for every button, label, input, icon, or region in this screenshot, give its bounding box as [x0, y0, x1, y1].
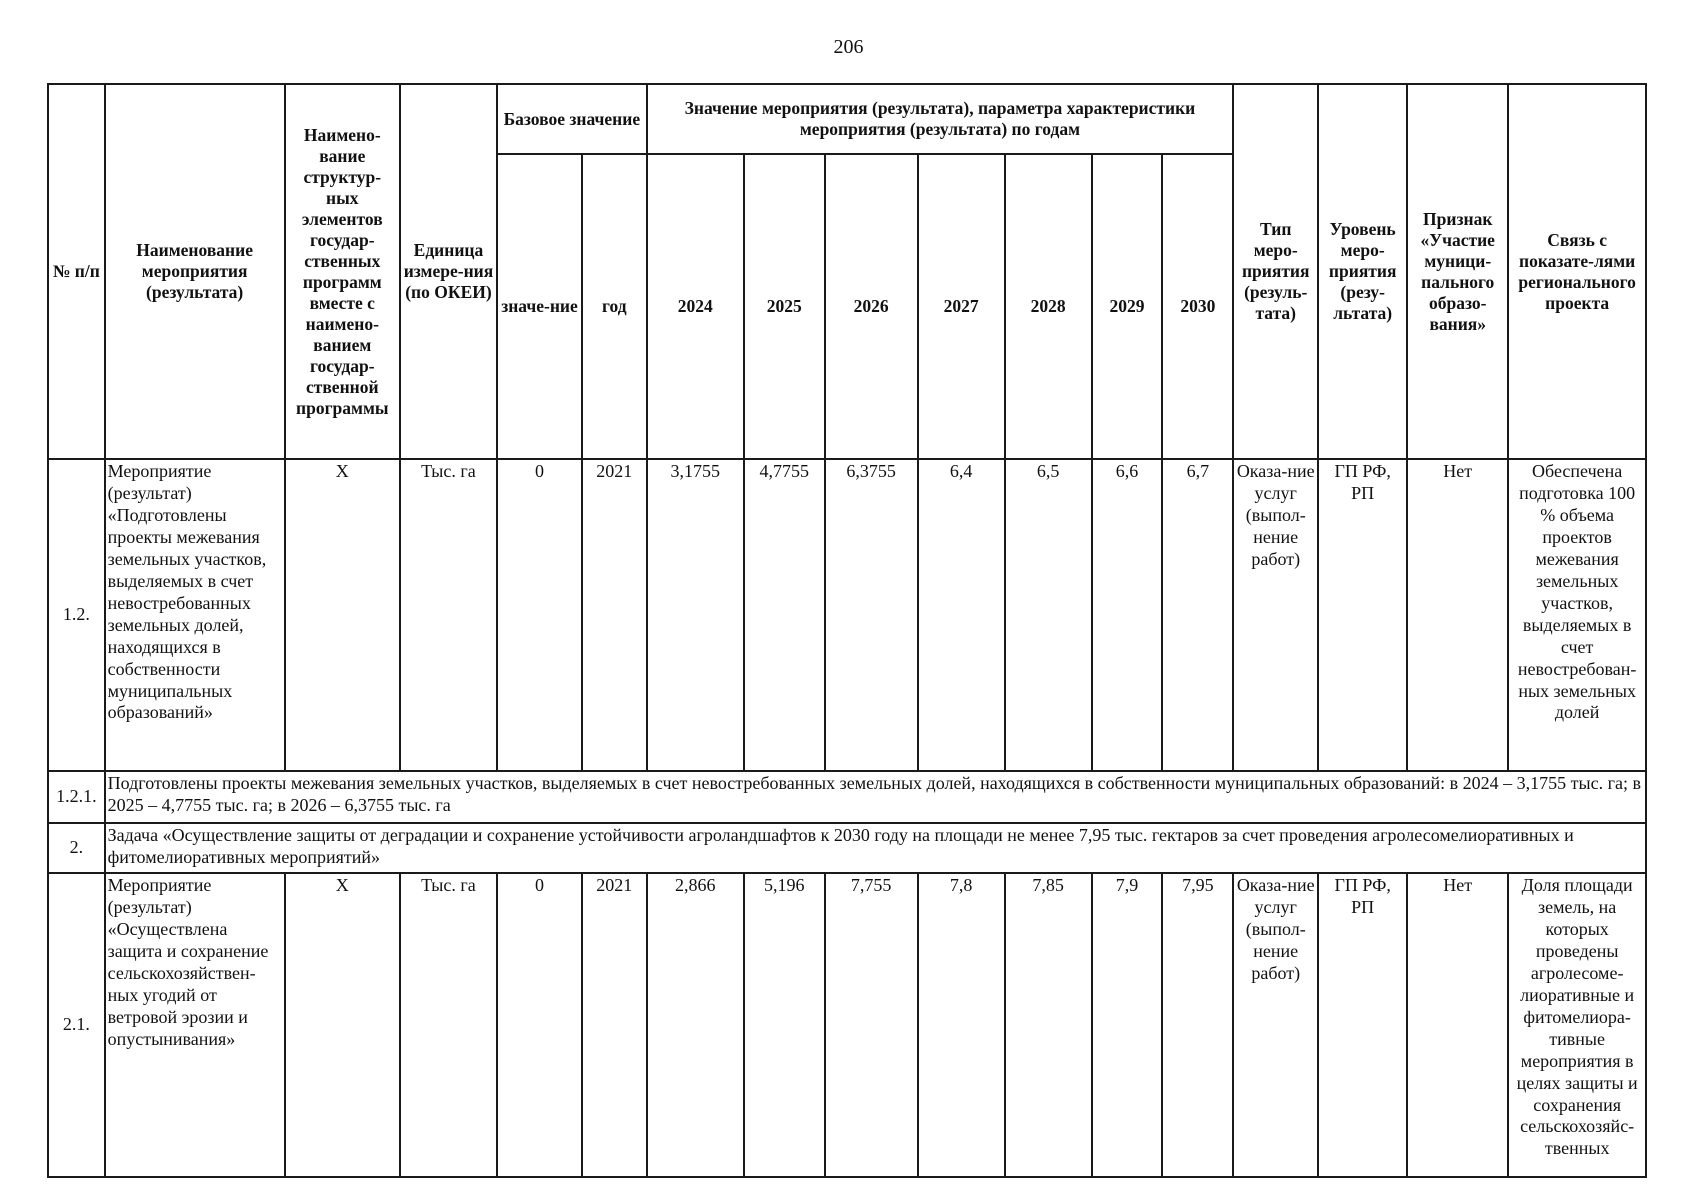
row-base-value: 0 — [497, 873, 582, 1177]
row-base-value: 0 — [497, 459, 582, 771]
header-base: Базовое значение — [497, 84, 647, 154]
row-base-year: 2021 — [582, 873, 647, 1177]
table-row — [48, 823, 1646, 873]
row-link: Обеспечена подготовка 100 % объема проектов межевания земельных участков, выделяемых в счет невостребован-ных земельных долей — [1508, 459, 1646, 771]
row-value-2024: 2,866 — [647, 873, 744, 1177]
header-struct: Наимено-вание структур-ных элементов государ-ственных программ вместе с наимено-ванием государ-ственной программы — [285, 84, 400, 459]
row-value-2028: 7,85 — [1005, 873, 1092, 1177]
row-unit: Тыс. га — [400, 873, 497, 1177]
header-link: Связь с показате-лями регионального проекта — [1508, 84, 1646, 459]
row-value-2029: 7,9 — [1092, 873, 1163, 1177]
row-num: 2. — [48, 823, 105, 873]
page-number: 206 — [833, 36, 864, 58]
header-year-2026: 2026 — [825, 154, 918, 459]
row-num: 1.2. — [48, 459, 105, 771]
row-municipal: Нет — [1407, 459, 1508, 771]
row-value-2025: 5,196 — [744, 873, 825, 1177]
header-num: № п/п — [48, 84, 105, 459]
row-value-2024: 3,1755 — [647, 459, 744, 771]
header-year-2029: 2029 — [1092, 154, 1163, 459]
header-unit: Единица измере-ния (по ОКЕИ) — [400, 84, 497, 459]
row-struct: Х — [285, 459, 400, 771]
row-value-2029: 6,6 — [1092, 459, 1163, 771]
header-base-year: год — [582, 154, 647, 459]
row-num: 2.1. — [48, 873, 105, 1177]
header-year-2027: 2027 — [918, 154, 1005, 459]
row-value-2030: 6,7 — [1162, 459, 1233, 771]
header-year-2024: 2024 — [647, 154, 744, 459]
results-table — [47, 83, 1647, 1178]
header-level: Уровень меро-приятия (резу-льтата) — [1318, 84, 1407, 459]
row-name: Мероприятие (результат) «Подготовлены проекты межевания земельных участков, выделяемых в счет невостребованных земельных долей, находящихся в собственности муниципальных образований» — [105, 459, 285, 771]
row-level: ГП РФ, РП — [1318, 873, 1407, 1177]
row-spanning-text: Подготовлены проекты межевания земельных участков, выделяемых в счет невостребованных земельных долей, находящихся в собственности муниципальных образований: в 2024 – 3,1755 тыс. га; в 2025 – 4,7755 тыс. га; в 2026 – 6,3755 тыс. га — [105, 771, 1646, 823]
header-type: Тип меро-приятия (резуль-тата) — [1233, 84, 1318, 459]
row-value-2028: 6,5 — [1005, 459, 1092, 771]
header-name: Наименование мероприятия (результата) — [105, 84, 285, 459]
row-value-2027: 6,4 — [918, 459, 1005, 771]
row-municipal: Нет — [1407, 873, 1508, 1177]
header-year-2028: 2028 — [1005, 154, 1092, 459]
row-task-text: Задача «Осуществление защиты от деградации и сохранение устойчивости агроландшафтов к 2030 году на площади не менее 7,95 тыс. гектаров за счет проведения агролесомелиоративных и фитомелиоративных мероприятий» — [105, 823, 1646, 873]
header-year-2030: 2030 — [1162, 154, 1233, 459]
header-municipal: Признак «Участие муници-пального образо-вания» — [1407, 84, 1508, 459]
table-row — [48, 459, 1646, 771]
row-value-2027: 7,8 — [918, 873, 1005, 1177]
header-base-value: значе-ние — [497, 154, 582, 459]
row-value-2026: 7,755 — [825, 873, 918, 1177]
row-value-2030: 7,95 — [1162, 873, 1233, 1177]
row-value-2025: 4,7755 — [744, 459, 825, 771]
row-unit: Тыс. га — [400, 459, 497, 771]
row-base-year: 2021 — [582, 459, 647, 771]
row-type: Оказа-ние услуг (выпол-нение работ) — [1233, 459, 1318, 771]
row-num: 1.2.1. — [48, 771, 105, 823]
table-row — [48, 873, 1646, 1177]
row-link: Доля площади земель, на которых проведены агролесоме-лиоративные и фитомелиора-тивные мероприятия в целях защиты и сохранения сельскохозяйс-твенных — [1508, 873, 1646, 1177]
table-row — [48, 771, 1646, 823]
row-struct: Х — [285, 873, 400, 1177]
header-year-2025: 2025 — [744, 154, 825, 459]
row-name: Мероприятие (результат) «Осуществлена защита и сохранение сельскохозяйствен-ных угодий от ветровой эрозии и опустынивания» — [105, 873, 285, 1177]
row-type: Оказа-ние услуг (выпол-нение работ) — [1233, 873, 1318, 1177]
row-level: ГП РФ, РП — [1318, 459, 1407, 771]
header-values-group: Значение мероприятия (результата), параметра характеристики мероприятия (результата) по годам — [647, 84, 1234, 154]
header-row-1 — [48, 84, 1646, 154]
row-value-2026: 6,3755 — [825, 459, 918, 771]
